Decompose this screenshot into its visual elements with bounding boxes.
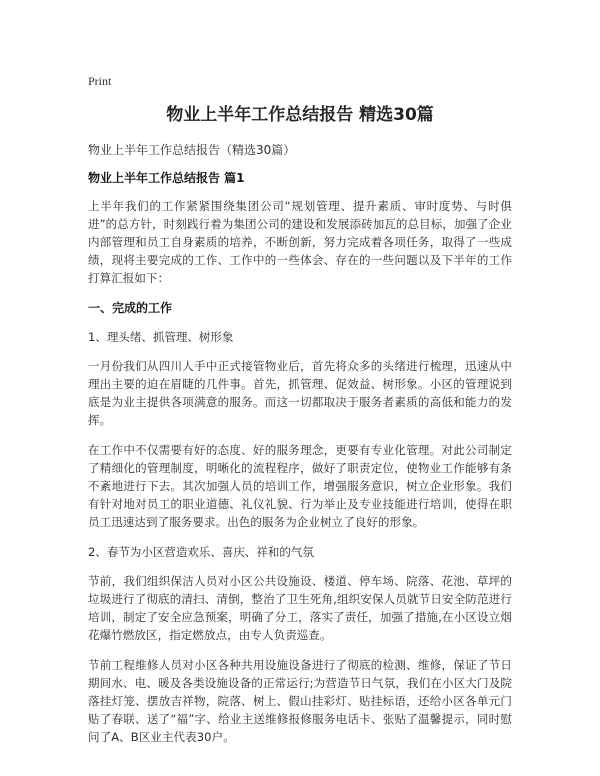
page-title: 物业上半年工作总结报告 精选30篇 <box>166 105 434 125</box>
document-subtitle: 物业上半年工作总结报告（精选30篇） <box>88 143 296 157</box>
print-link[interactable]: Print <box>88 74 112 88</box>
section-title: 物业上半年工作总结报告 篇1 <box>88 171 245 185</box>
intro-paragraph: 上半年我们的工作紧紧围绕集团公司“规划管理、提升素质、审时度势、与时俱进”的总方针，时刻践行着为集团公司的建设和发展添砖加瓦的总目标，加强了企业内部管理和员工自身素质的培养，不断创新，努力完成着各项任务，取得了一些成绩，现将主要完成的工作、工作中的一些体会、存在的一些问题以及下半年的工作打算汇报如下： <box>88 199 512 285</box>
item1-paragraph-2: 在工作中不仅需要有好的态度、好的服务理念，更要有专业化管理。对此公司制定了精细化的管理制度，明晰化的流程程序，做好了职责定位，使物业工作能够有条不紊地进行下去。其次加强人员的培训工作，增强服务意识，树立企业形象。我们有针对地对员工的职业道德、礼仪礼貌、行为举止及专业技能进行培训，使得在职员工迅速达到了服务要求。出色的服务为企业树立了良好的形象。 <box>88 443 512 529</box>
item2-paragraph-1: 节前，我们组织保洁人员对小区公共设施设、楼道、停车场、院落、花池、草坪的垃圾进行了彻底的清扫、清倒，整治了卫生死角,组织安保人员就节日安全防范进行培训，制定了安全应急预案，明确了分工，落实了责任，加强了措施,在小区设立烟花爆竹燃放区，指定燃放点，由专人负责巡查。 <box>88 574 512 642</box>
item2-paragraph-2: 节前工程维修人员对小区各种共用设施设备进行了彻底的检测、维修，保证了节日期间水、电、暖及各类设施设备的正常运行;为营造节日气氛，我们在小区大门及院落挂灯笼、摆放吉祥物，院落、树上、假山挂彩灯、贴挂标语，还给小区各单元门贴了春联、送了“福”字、给业主送维修报修服务电话卡、张贴了温馨提示，同时慰问了A、B区业主代表30户。 <box>88 658 512 744</box>
item2-heading: 2、春节为小区营造欢乐、喜庆、祥和的气氛 <box>88 545 314 559</box>
heading-completed-work: 一、完成的工作 <box>88 301 173 315</box>
item1-paragraph-1: 一月份我们从四川人手中正式接管物业后，首先将众多的头绪进行梳理，迅速从中理出主要的迫在眉睫的几件事。首先，抓管理、促效益、树形象。小区的管理说到底是为业主提供各项满意的服务。而这一切都取决于服务者素质的高低和能力的发挥。 <box>88 359 512 427</box>
item1-heading: 1、理头绪、抓管理、树形象 <box>88 330 234 344</box>
